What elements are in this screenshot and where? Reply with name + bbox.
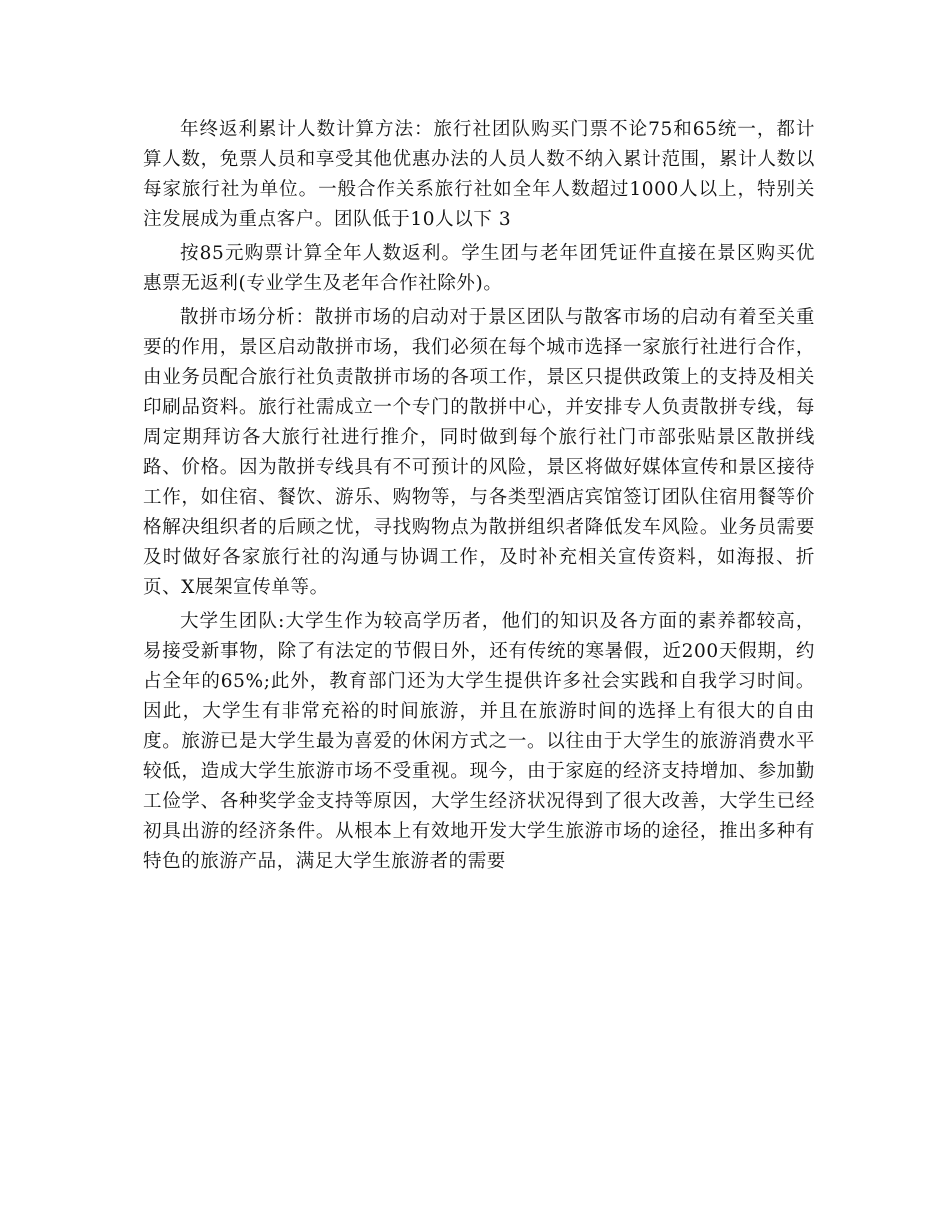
paragraph-college-groups: 大学生团队:大学生作为较高学历者，他们的知识及各方面的素养都较高，易接受新事物，除了有法定的节假日外，还有传统的寒暑假，近200天假期，约占全年的65%;此外，教育部门还为大学生提供许多社会实践和自我学习时间。因此，大学生有非常充裕的时间旅游，并且在旅游时间的选择上有很大的自由度。旅游已是大学生最为喜爱的休闲方式之一。以往由于大学生的旅游消费水平较低，造成大学生旅游市场不受重视。现今，由于家庭的经济支持增加、参加勤工俭学、各种奖学金支持等原因，大学生经济状况得到了很大改善，大学生已经初具出游的经济条件。从根本上有效地开发大学生旅游市场的途径，推出多种有特色的旅游产品，满足大学生旅游者的需要 (143, 611, 815, 872)
paragraph-annual-rebate: 年终返利累计人数计算方法：旅行社团队购买门票不论75和65统一，都计算人数，免票人员和享受其他优惠办法的人员人数不纳入累计范围，累计人数以每家旅行社为单位。一般合作关系旅行社如全年人数超过1000人以上，特别关注发展成为重点客户。团队低于10人以下 3 (143, 119, 815, 230)
document-body (143, 115, 815, 881)
paragraph-scattered-market: 散拼市场分析：散拼市场的启动对于景区团队与散客市场的启动有着至关重要的作用，景区启动散拼市场，我们必须在每个城市选择一家旅行社进行合作，由业务员配合旅行社负责散拼市场的各项工作，景区只提供政策上的支持及相关印刷品资料。旅行社需成立一个专门的散拼中心，并安排专人负责散拼专线，每周定期拜访各大旅行社进行推介，同时做到每个旅行社门市部张贴景区散拼线路、价格。因为散拼专线具有不可预计的风险，景区将做好媒体宣传和景区接待工作，如住宿、餐饮、游乐、购物等，与各类型酒店宾馆签订团队住宿用餐等价格解决组织者的后顾之忧，寻找购物点为散拼组织者降低发车风险。业务员需要及时做好各家旅行社的沟通与协调工作，及时补充相关宣传资料，如海报、折页、X展架宣传单等。 (143, 307, 815, 598)
paragraph-ticket-rebate: 按85元购票计算全年人数返利。学生团与老年团凭证件直接在景区购买优惠票无返利(专业学生及老年合作社除外)。 (143, 243, 815, 294)
